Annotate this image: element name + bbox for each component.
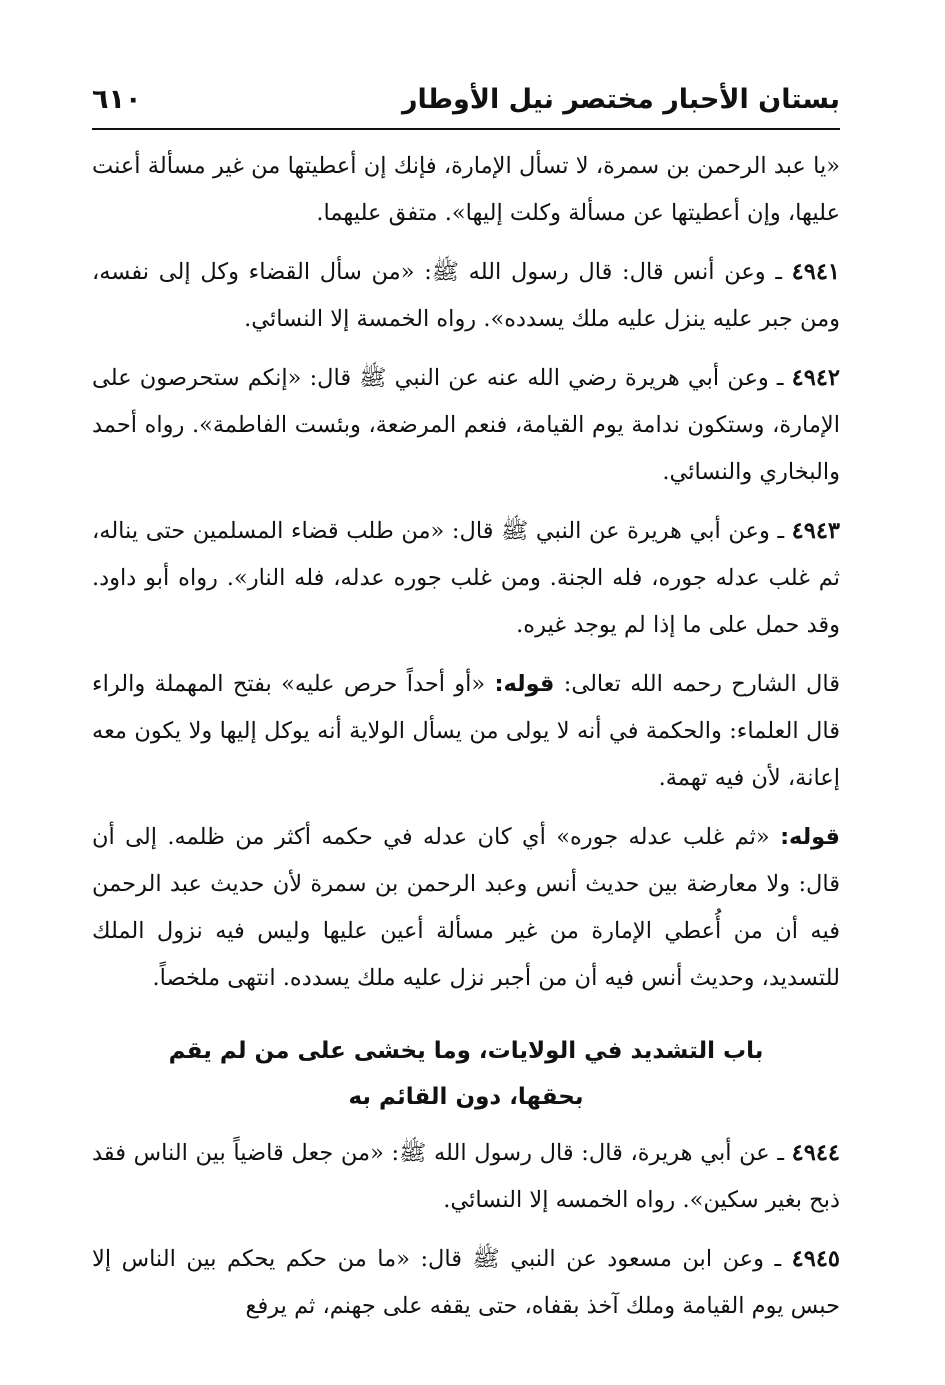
- hadith-number: ٤٩٤٢: [791, 365, 840, 391]
- chapter-heading: [92, 1028, 840, 1120]
- hadith-number: ٤٩٤١: [791, 259, 840, 285]
- chapter-heading-line: بحقها، دون القائم به: [348, 1084, 584, 1110]
- chapter-heading-line: باب التشديد في الولايات، وما يخشى على من لم يقم: [168, 1038, 764, 1064]
- hadith-4941: [92, 249, 840, 343]
- hadith-number: ٤٩٤٥: [791, 1246, 840, 1272]
- hadith-text: ـ وعن أبي هريرة عن النبي ﷺ قال: «من طلب قضاء المسلمين حتى يناله، ثم غلب عدله جوره، فله الجنة. ومن غلب جوره عدله، فله النار». رواه أبو داود. وقد حمل على ما إذا لم يوجد غيره.: [92, 518, 840, 638]
- hadith-4944: [92, 1130, 840, 1224]
- header-rule: [92, 128, 840, 130]
- page-header: [92, 78, 840, 128]
- paragraph-text: «يا عبد الرحمن بن سمرة، لا تسأل الإمارة، فإنك إن أعطيتها من غير مسألة أعنت عليها، وإن أعطيتها عن مسألة وكلت إليها». متفق عليهما.: [92, 153, 840, 226]
- hadith-text: ـ وعن أبي هريرة رضي الله عنه عن النبي ﷺ قال: «إنكم ستحرصون على الإمارة، وستكون ندامة يوم القيامة، فنعم المرضعة، وبئست الفاطمة». رواه أحمد والبخاري والنسائي.: [92, 365, 840, 485]
- page-number: ٦١٠: [92, 84, 142, 115]
- hadith-4942: [92, 355, 840, 496]
- hadith-text: ـ وعن أنس قال: قال رسول الله ﷺ: «من سأل القضاء وكل إلى نفسه، ومن جبر عليه ينزل عليه ملك يسدده». رواه الخمسة إلا النسائي.: [92, 259, 840, 332]
- hadith-text: ـ عن أبي هريرة، قال: قال رسول الله ﷺ: «من جعل قاضياً بين الناس فقد ذبح بغير سكين». رواه الخمسه إلا النسائي.: [92, 1140, 840, 1213]
- book-title: بستان الأحبار مختصر نيل الأوطار: [401, 84, 840, 115]
- commentary-text: «ثم غلب عدله جوره» أي كان عدله في حكمه أكثر من ظلمه. إلى أن قال: ولا معارضة بين حديث أنس وعبد الرحمن بن سمرة لأن حديث عبد الرحمن فيه أن من أُعطي الإمارة من غير مسألة أعين عليها وليس فيه نزول الملك للتسديد، وحديث أنس فيه أن من أجبر نزل عليه ملك يسدده. انتهى ملخصاً.: [92, 824, 840, 991]
- qawluhu-label: قوله:: [780, 824, 840, 850]
- hadith-number: ٤٩٤٤: [791, 1140, 840, 1166]
- hadith-4943: [92, 508, 840, 649]
- hadith-text: ـ وعن ابن مسعود عن النبي ﷺ قال: «ما من حكم يحكم بين الناس إلا حبس يوم القيامة وملك آخذ بقفاه، حتى يقفه على جهنم، ثم يرفع: [92, 1246, 840, 1319]
- hadith-number: ٤٩٤٣: [791, 518, 840, 544]
- commentary-intro: قال الشارح رحمه الله تعالى:: [554, 671, 840, 697]
- page-body: [92, 143, 840, 1342]
- paragraph: [92, 143, 840, 237]
- commentary-paragraph: [92, 661, 840, 802]
- commentary-text: «أو أحداً حرص عليه» بفتح المهملة والراء قال العلماء: والحكمة في أنه لا يولى من يسأل الولاية أنه يوكل إليها ولا يكون معه إعانة، لأن فيه تهمة.: [92, 671, 840, 791]
- hadith-4945: [92, 1236, 840, 1330]
- qawluhu-label: قوله:: [494, 671, 555, 697]
- commentary-paragraph: [92, 814, 840, 1002]
